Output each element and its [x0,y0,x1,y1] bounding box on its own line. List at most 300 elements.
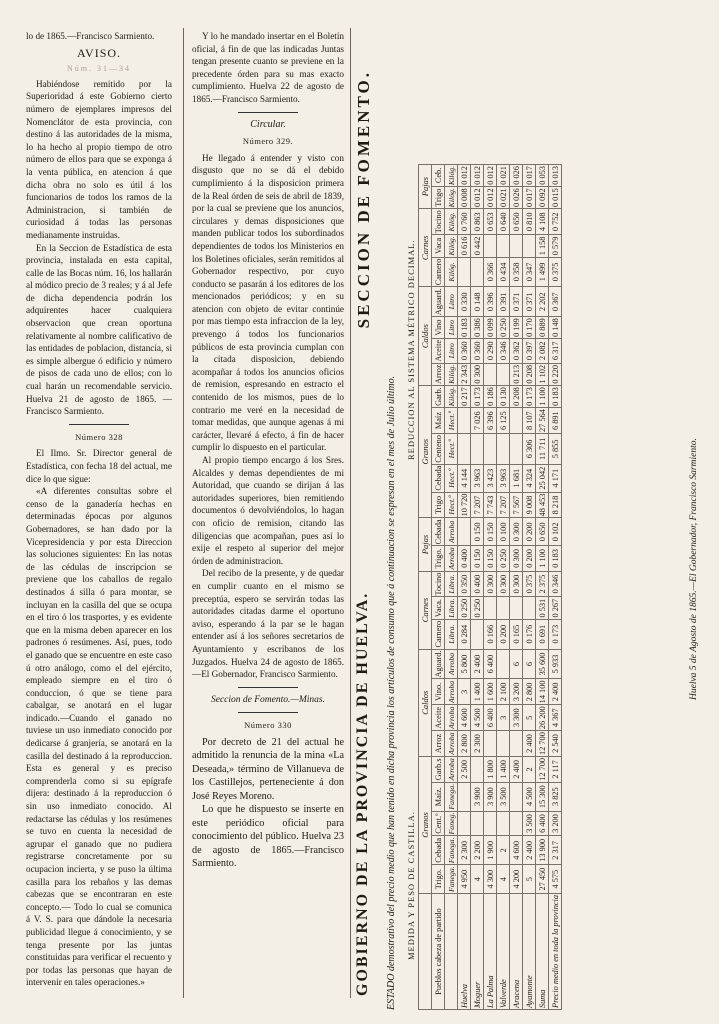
price-cell: 0 170 [524,318,534,337]
price-cell: 0 092 [537,188,547,208]
price-cell: 3 900 [471,782,484,811]
gobierno-title: GOBIERNO DE LA PROVINCIA DE HUELVA. [354,591,371,996]
price-cell: 0 863 [471,209,484,235]
town-cell: Precio medio en toda la provincia [550,895,560,1008]
price-cell [484,811,497,836]
price-cell: 0 371 [523,287,536,317]
unit-header: Arroba [445,649,458,679]
price-cell: 0 691 [536,619,549,649]
unit-header: Litro [445,338,458,363]
price-cell [458,257,471,287]
price-cell: 1 400 [471,679,484,705]
price-cell: 2 800 [458,731,471,757]
rotated-price-table-section [352,30,707,1020]
circular-heading: Circular. [250,118,286,130]
group-header-row [419,164,432,1009]
numero-330-heading: Número 330 [244,720,292,731]
price-cell: 0 330 [458,287,471,317]
price-cell: 0 026 [511,166,521,185]
unit-header: Libra. [445,571,458,597]
price-cell: 0 397 [523,338,536,363]
town-cell: Valverde [497,894,510,1010]
price-cell: 7 567 [510,492,523,518]
price-cell: 2 400 [523,731,536,757]
group-header: Caldos [419,649,432,756]
column-header: Vino [432,317,445,339]
price-cell: 0 165 [510,619,523,649]
group-header: Pajas [419,518,432,571]
price-cell: 0 653 [484,209,497,235]
price-cell: 5 [523,705,536,731]
price-cell [497,649,510,679]
town-cell: Huelva [458,894,471,1010]
price-cell: 2 400 [549,679,562,705]
numero-328-heading: Número 328 [75,431,123,442]
unit-header: Kilóg. [446,364,456,384]
group-header: Carnes [419,571,432,649]
price-cell: 15 300 [536,782,549,811]
unit-header: Fanega. [446,783,456,810]
column-header: Aguard. [433,288,443,316]
price-cell: 0 284 [458,619,471,649]
price-cell: 0 148 [550,318,560,337]
n330-paragraph: Lo que he dispuesto se inserte en este periódico oficial para conocimiento del público. Huelva 23 de agosto de 1865.—Francisco Sarmiento. [192,804,344,870]
price-cell: 0 102 [549,518,562,546]
price-cell: 0 012 [459,166,469,185]
price-cell: 6 317 [549,338,562,363]
divider [238,712,298,713]
insert-order-paragraph: Y lo he mandado insertar en el Boletín oficial, á fin de que las indicadas Juntas tengan presente cuanto se previene en la precedente órden para su mas exacto cumplimiento. Huelva 22 de agosto de 1865.—Francisco Sarmiento. [192,31,344,104]
column-header: Maíz [432,408,445,434]
price-cell [458,518,471,546]
column-header-row [432,164,445,1009]
price-cell: 0 347 [523,257,536,287]
price-cell: 0 300 [510,546,523,571]
price-cell: 0 760 [458,209,471,235]
price-cell [523,597,536,619]
price-cell: 0 650 [510,209,523,235]
price-cell: 6 891 [549,408,562,434]
bleed-through-text: Núm. 31—34 [67,64,131,74]
town-cell: La Palma [484,894,497,1010]
price-cell: 1 400 [497,756,510,782]
price-cell: 0 173 [472,387,482,406]
price-cell: 2 317 [549,836,562,865]
price-cell: 4 500 [471,705,484,731]
price-cell: 0 150 [484,546,497,571]
price-cell: 0 017 [524,188,534,208]
price-cell: 0 250 [498,318,508,337]
price-cell: 4 108 [536,209,549,235]
price-cell [458,811,471,836]
price-cell: 0 150 [484,518,497,546]
column-header: Vino. [432,679,445,705]
price-cell: 6 125 [497,408,510,434]
price-cell [484,731,497,757]
price-cell: 11 711 [536,434,549,465]
numero-329-heading: Número 329. [242,136,294,147]
price-cell [497,731,510,757]
price-cell: 6 [523,649,536,679]
price-cell: 2 400 [523,836,536,865]
price-cell: 3 963 [497,464,510,492]
price-cell: 0 015 [550,188,560,208]
price-cell: 0 375 [549,257,562,287]
price-cell [458,782,471,811]
price-cell: 1 102 [537,364,547,384]
unit-header: Hect.º [445,434,458,465]
price-cell: 27 450 [536,865,549,894]
price-cell: 2 100 [497,679,510,705]
price-cell [497,811,510,836]
column-header: Vaca [432,235,445,257]
price-cell: 0 300 [472,364,482,384]
price-cell: 3 300 [510,705,523,731]
price-cell: 3 500 [523,811,536,836]
column-rule-left [183,28,184,998]
town-cell: Aracena [510,894,523,1010]
price-cell: 0 362 [510,338,523,363]
price-cell: 2 200 [471,836,484,865]
price-cell: 5 [523,865,536,894]
column-header: Trigo. [432,546,445,571]
unit-header: Hect.º [445,408,458,434]
price-cell: 4 [471,865,484,894]
price-cell: 0 148 [471,287,484,317]
table-row [510,164,523,1009]
price-cell: 1 100 [536,546,549,571]
estado-caption: ESTADO demostrativo del precio medio que han tenido en dicha provincia los artículos de consumo que á continuacion se espresan en el mes de Julio último. [386,375,397,1010]
table-row [536,164,549,1009]
column-header: Aceite [433,339,443,362]
price-cell: 14 100 [537,680,547,704]
price-cell: 2 800 [523,679,536,705]
price-cell: 0 650 [536,518,549,546]
price-cell: 4 144 [458,464,471,492]
price-cell: 3 [497,705,510,731]
price-cell: 0 220 [550,364,560,384]
unit-header: Hect.º [445,464,458,492]
group-header: Granos [419,385,432,517]
unit-header: Libra. [446,598,456,618]
unit-header: Fanega. [446,866,456,893]
unit-header: Kilóg. [446,165,456,186]
unit-header: Arroba [445,518,458,546]
column-rule-right [350,28,351,998]
unit-header: Kilóg. [446,236,456,256]
unit-header: Fanega. [446,837,456,864]
price-cell: 0 012 [472,188,482,208]
price-cell: 7 207 [497,492,510,518]
price-cell [510,235,523,257]
price-cell: 0 371 [510,287,523,317]
price-cell [484,363,497,385]
town-column-header: Pueblos cabeza de partido [432,894,445,1010]
price-cell: 8 218 [549,492,562,518]
n328-paragraph: El Ilmo. Sr. Director general de Estadística, con fecha 18 del actual, me dice lo que sigue: [26,448,172,484]
price-cell: 0 183 [549,546,562,571]
price-cell [458,434,471,465]
price-cell: 0 531 [537,598,547,618]
column-header: Cebada [433,837,443,863]
price-cell: 0 013 [550,166,560,185]
unit-header: Arroba [446,758,456,781]
unit-header: Kilóg. [445,257,458,287]
column-one [26,30,172,989]
group-header: Pajas [419,164,432,209]
n329-paragraph: He llegado á entender y visto con disgusto que no se dá el debido cumplimiento á la disposicion primera de la Real órden de seis de abril de 1839, por la cual se previene que los anuncios, circulares y demas disposiciones que manden publicar todos los subordinados dependientes de todos los Ministerios en los Boletines oficiales, serán remitidos al Gobernador respectivo, por cuyo conducto se pasarán á los editores de los mencionados periódicos; y en su atencion con objeto de evitar continúe por mas tiempo esta infraccion de la ley, prevengo á todos los funcionarios públicos de esta provincia cumplan con la citada disposicion, debiendo acompañar á todos los anuncios oficios de remision, espresando en estracto el contenido de los mismos, pues de lo contrario me veré en la necesidad de tomar medidas, que aunque agenas á mi carácter, llevaré á efecto, á fin de hacer cumplir lo dispuesto en el particular. [192,152,344,453]
price-cell: 0 250 [497,546,510,571]
unit-header: Litro [445,287,458,317]
price-cell: 0 442 [472,236,482,256]
price-cell: 1 900 [484,836,497,865]
n329-paragraph: Del recibo de la presente, y de quedar en cumplir cuanto en el mismo se preceptúa, espero se servirán todas las autoridades citadas darme el oportuno aviso, esperando á la par se le hagan entender así á los señores secretarios de Ayuntamiento y escribanos de los Juzgados. Huelva 24 de agosto de 1865. —El Gobernador, Francisco Sarmiento. [192,568,344,680]
medida-caption: MEDIDA Y PESO DE CASTILLA. [406,811,416,960]
price-cell: 1 100 [537,387,547,406]
price-cell: 0 640 [497,209,510,235]
divider [238,687,298,688]
price-cell: 0 200 [523,546,536,571]
unit-header: Arroba [446,547,456,570]
price-cell: 1 499 [536,257,549,287]
price-cell: 3 200 [510,679,523,705]
price-cell: 0 186 [485,387,495,406]
n329-paragraph: Al propio tiempo encargo á los Sres. Alcaldes y demas dependientes de mi Autoridad, que cuando se dirijan á las autoridades superiores, bien remitiendo documentos ó devolviéndolos, lo hagan con oficio de remision, citando las diligencias que acompañan, pues así lo exije el respeto al superior del mejor órden de administracion. [192,455,344,566]
price-cell: 0 012 [485,166,495,185]
price-cell: 0 360 [458,338,471,363]
price-cell: 0 290 [484,338,497,363]
price-cell: 2 375 [536,571,549,597]
price-cell: 0 021 [498,188,508,208]
unit-header: Kilóg. [446,386,456,407]
price-cell: 0 166 [484,619,497,649]
price-cell: 0 021 [498,166,508,185]
price-cell [471,257,484,287]
price-cell [523,235,536,257]
town-cell: Ayamonte [523,894,536,1010]
price-cell: 4 200 [510,865,523,894]
group-header: Granos [419,756,432,893]
price-cell: 6 306 [523,434,536,465]
price-cell: 5 933 [549,649,562,679]
price-cell: 0 130 [498,387,508,406]
column-header: Vaca. [432,597,445,619]
carryover-line: lo de 1865.—Francisco Sarmiento. [26,31,155,41]
unit-header: Libra. [445,619,458,649]
price-cell: 25 042 [536,464,549,492]
column-header: Trigo [432,187,445,209]
price-cell: 0 173 [524,387,534,406]
unit-header: Hect.º [445,492,458,518]
aviso-paragraph: En la Seccion de Estadística de esta provincia, instalada en esta capital, calle de las Bocas núm. 16, los hallarán al módico precio de 3 reales; y á al Jefe de dicha dependencia podrán los adquirentes hacer cualquiera observacion que crean oportuna relativamente al nombre calificativo de las entidades de poblacion, distancia, si es simple albergue ó edificio y número de pisos de cada uno de ellos; con lo cual harán un recomendable servicio. Huelva 21 de agosto de 1865. —Francisco Sarmiento. [26,242,172,417]
price-cell: 8 107 [523,408,536,434]
price-cell [510,434,523,465]
price-cell [497,434,510,465]
unit-header: Kilóg. [446,188,456,208]
town-cell: Suma [536,894,549,1010]
price-cell: 2 202 [536,287,549,317]
price-cell: 0 199 [511,318,521,337]
price-cell: 0 300 [510,518,523,546]
price-cell: 0 208 [524,364,534,384]
column-header: Trigo [432,492,445,518]
n330-paragraph: Por decreto de 21 del actual he admitido la renuncia de la mina «La Deseada,» término de Villanueva de los Castillejos, perteneciente á don José Reyes Moreno. [192,736,344,802]
column-header: Maíz. [432,782,445,811]
town-cell: Moguer [471,894,484,1010]
price-cell [497,363,510,385]
group-header: Caldos [419,287,432,386]
column-header: Aguard. [433,650,443,678]
price-cell: 2 [497,836,510,865]
unit-header [445,894,458,1010]
n328-paragraph: «A diferentes consultas sobre el censo de la ganadería hechas en determinadas épocas por algunos Gobernadores, se han dado por la Vicepresidencia y por esta Direccion las soluciones siguientes: En las notas de las cédulas de inscripcion se previene que los caballos de regalo destinados á silla ó para montar, se incluyan en la casilla del que se ocupa en el tiro ó los trasportes, y es evidente que en la misma deben aparecer en los padrones ó resúmenes. Así, pues, todo el ganado que se encuentre en este caso ú otro análogo, como el del ejército, empleado siempre en el tiro ó conduccion, ó que se tiene para cabalgar, se anotará en el lugar indicado.—Cuando el ganado no tuviese un uso inmediato conocido por dedicarse á granjería, se anotará en la casilla del destinado á la reproduccion. Esta es general y es preciso comprenderla como si su epígrafe dijera: destinado á la reproduccion ó sin uso inmediato conocido. Al redactarse las cédulas y los resúmenes se tuvo en cuenta la necesidad de agrupar el ganado que no pudiera registrarse concretamente por su ocupacion incierta, y se puso la última casilla para los rebaños y las demas cabezas que se encontraran en este concepto.— Todo lo cual se comunica á V. S. para que dándole la necesaria publicidad llegue á conocimiento, y se tenga presente por las juntas constituidas para verificar el recuento y por todas las personas que hayan de intervenir en tales operaciones.» [26,486,172,988]
unit-header-row [445,164,458,1009]
column-header: Cent.º [432,811,445,836]
price-cell: 3 200 [549,811,562,836]
column-header: Trigo. [432,865,445,894]
price-cell: 4 [497,865,510,894]
price-cell: 0 099 [485,318,495,337]
price-cell: 1 158 [537,236,547,256]
price-cell: 6 396 [484,408,497,434]
table-row [471,164,484,1009]
price-cell: 3 [458,679,471,705]
price-cell: 6 400 [484,705,497,731]
price-cell: 0 300 [484,571,497,597]
price-cell [471,756,484,782]
price-cell: 5 800 [458,649,471,679]
price-cell: 0 173 [549,619,562,649]
price-cell: 2 [523,756,536,782]
table-row [523,164,536,1009]
price-cell: 0 346 [549,571,562,597]
group-header: Carnes [419,209,432,287]
price-cell: 6 [510,649,523,679]
column-header: Arroz [432,731,445,757]
column-two [192,30,344,871]
price-cell: 3 825 [549,782,562,811]
price-cell: 2 082 [536,338,549,363]
table-row [458,164,471,1009]
price-cell: 4 324 [523,464,536,492]
price-cell: 26 200 [537,706,547,730]
unit-header: Faneg. [446,812,456,835]
price-cell: 3 900 [484,782,497,811]
price-cell: 4 500 [523,782,536,811]
price-cell [510,782,523,811]
divider [69,424,129,425]
column-header: Centeno [433,435,443,463]
reduccion-caption: REDUCCION AL SISTEMA MÉTRICO DECIMAL. [406,239,416,460]
price-cell: 4 171 [549,464,562,492]
seccion-minas-heading: Seccion de Fomento.—Minas. [211,694,325,705]
price-cell: 0 217 [459,387,469,406]
price-cell: 5 855 [549,434,562,465]
unit-header: Arroba [446,680,456,704]
seccion-fomento-title: SECCION DE FOMENTO. [354,70,373,329]
column-header: Ceb. [432,164,445,186]
price-cell [458,408,471,434]
price-cell: 4 367 [549,705,562,731]
price-cell: 0 183 [459,318,469,337]
price-cell: 0 300 [510,571,523,597]
aviso-heading: AVISO. [76,45,122,60]
price-cell: 0 150 [471,546,484,571]
price-cell: 0 012 [472,166,482,185]
price-cell [497,235,510,257]
table-row [497,164,510,1009]
price-cell: 0 367 [549,287,562,317]
column-header: Carnero [433,258,443,286]
price-cell [510,731,523,757]
price-cell: 0 150 [471,518,484,546]
price-cell: 2 540 [549,731,562,757]
price-cell: 0 250 [472,598,482,618]
price-cell: 6 400 [484,649,497,679]
price-cell [510,408,523,434]
column-header: Tocino [433,572,443,596]
divider [238,112,298,113]
price-cell: 0 396 [484,287,497,317]
price-cell: 0 012 [485,188,495,208]
price-cell: 0 434 [497,257,510,287]
price-cell: 2 300 [458,836,471,865]
price-cell [471,811,484,836]
column-header: Garb. [433,387,443,406]
price-cell: 0 391 [497,287,510,317]
price-cell: 4 575 [549,865,562,894]
column-header: Arroz [433,364,443,384]
price-cell: 1 800 [484,756,497,782]
price-cell: 0 375 [523,571,536,597]
unit-header: Arroba [446,732,456,755]
price-cell: 48 453 [537,493,547,517]
price-cell: 4 300 [484,865,497,894]
price-cell: 0 176 [523,619,536,649]
table-footer-signature: Huelva 5 de Agosto de 1865.—El Gobernador, Francisco Sarmiento. [689,438,699,700]
column-header: Tocino [433,210,443,234]
price-cell: 0 810 [523,209,536,235]
price-cell [484,235,497,257]
price-cell: 0 026 [511,188,521,208]
price-cell: 0 017 [524,166,534,185]
price-cell: 4 950 [458,865,471,894]
price-table [418,164,562,1010]
price-cell: 2 400 [471,649,484,679]
price-cell: 2 300 [471,731,484,757]
price-cell: 0 400 [471,571,484,597]
price-cell [484,597,497,619]
price-cell: 0 400 [458,546,471,571]
price-cell: 0 579 [550,236,560,256]
price-cell: 0 250 [459,598,469,618]
price-cell: 0 366 [484,257,497,287]
price-cell: 1 681 [510,464,523,492]
price-cell: 0 360 [471,338,484,363]
price-cell: 7 026 [471,408,484,434]
unit-header: Kilóg. [445,209,458,235]
price-cell: 12 700 [537,757,547,781]
price-cell: 7 743 [484,492,497,518]
table-row [549,164,562,1009]
price-cell: 7 207 [471,492,484,518]
price-cell: 12 700 [537,732,547,755]
table-row [484,164,497,1009]
price-cell: 0 267 [550,598,560,618]
price-cell [484,434,497,465]
unit-header: Arroba [446,706,456,729]
aviso-paragraph: Habiéndose remitido por la Superioridad á este Gobierno cierto número de ejemplares impresos del Nomenclátor de esta provincia, con destino á las autoridades de la misma, lo ha hecho al propio tiempo de otro número de ellos para que se exponga á la venta pública, en atencion á que dicha obra no solo es útil á los funcionarios de todos los ramos de la Administracion, si también de curiosidad á todas las personas medianamente instruidas. [26,78,172,240]
